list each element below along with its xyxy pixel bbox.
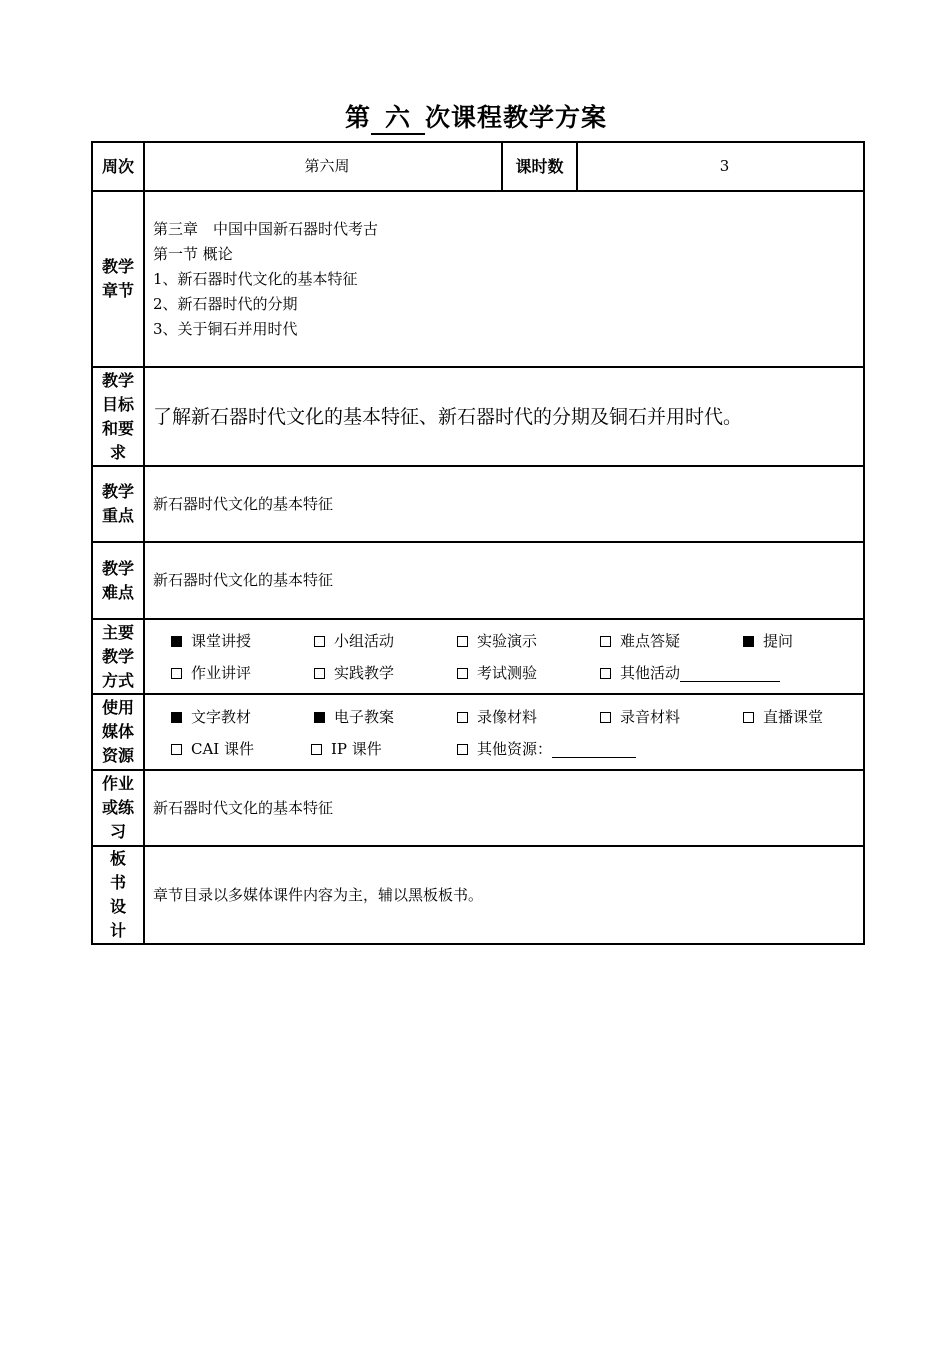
checkbox-icon[interactable] (457, 744, 468, 755)
media-option[interactable]: 电子教案 (314, 706, 457, 727)
method-option[interactable]: 小组活动 (314, 630, 457, 651)
checkbox-icon[interactable] (600, 668, 611, 679)
checkbox-icon[interactable] (743, 712, 754, 723)
method-option[interactable]: 考试测验 (457, 662, 600, 683)
label-goals: 教学 目标 和要 求 (92, 367, 144, 466)
row-goals (92, 367, 864, 466)
methods-options (144, 619, 864, 694)
method-option[interactable]: 难点答疑 (600, 630, 743, 651)
title-suffix: 次课程教学方案 (425, 103, 608, 132)
media-option[interactable]: 文字教材 (171, 706, 314, 727)
chapter-line: 2、新石器时代的分期 (153, 294, 298, 313)
media-options (144, 694, 864, 770)
checkbox-icon[interactable] (171, 668, 182, 679)
lesson-plan-table (91, 141, 865, 945)
method-option[interactable]: 其他活动 (600, 662, 780, 683)
label-week: 周次 (92, 142, 144, 191)
label-media: 使用 媒体 资源 (92, 694, 144, 770)
checkbox-checked-icon[interactable] (743, 636, 754, 647)
label-key-points: 教学 重点 (92, 466, 144, 542)
media-option[interactable]: IP 课件 (311, 738, 457, 759)
label-board-design: 板 书 设 计 (92, 846, 144, 944)
row-chapter (92, 191, 864, 367)
media-option[interactable]: 直播课堂 (743, 706, 823, 727)
row-media (92, 694, 864, 770)
method-option[interactable]: 实验演示 (457, 630, 600, 651)
method-option[interactable]: 课堂讲授 (171, 630, 314, 651)
row-homework (92, 770, 864, 846)
row-board-design (92, 846, 864, 944)
checkbox-icon[interactable] (311, 744, 322, 755)
other-resources-blank[interactable] (552, 741, 636, 758)
key-points-text: 新石器时代文化的基本特征 (144, 466, 864, 542)
title-prefix: 第 (344, 103, 371, 132)
media-option[interactable]: 录像材料 (457, 706, 600, 727)
media-option[interactable]: 其他资源： (457, 738, 636, 759)
row-methods (92, 619, 864, 694)
label-methods: 主要 教学 方式 (92, 619, 144, 694)
goals-text: 了解新石器时代文化的基本特征、新石器时代的分期及铜石并用时代。 (144, 367, 864, 466)
homework-text: 新石器时代文化的基本特征 (144, 770, 864, 846)
chapter-line: 第一节 概论 (153, 244, 233, 263)
chapter-line: 1、新石器时代文化的基本特征 (153, 269, 358, 288)
checkbox-icon[interactable] (314, 668, 325, 679)
checkbox-icon[interactable] (600, 636, 611, 647)
row-difficult-points (92, 542, 864, 619)
chapter-line: 3、关于铜石并用时代 (153, 319, 298, 338)
media-option[interactable]: 录音材料 (600, 706, 743, 727)
checkbox-icon[interactable] (457, 668, 468, 679)
week-value: 第六周 (144, 142, 502, 191)
checkbox-icon[interactable] (314, 636, 325, 647)
difficult-points-text: 新石器时代文化的基本特征 (144, 542, 864, 619)
label-hours: 课时数 (502, 142, 577, 191)
chapter-line: 第三章 中国中国新石器时代考古 (153, 219, 379, 238)
title-number: 六 (371, 103, 425, 135)
checkbox-icon[interactable] (457, 712, 468, 723)
checkbox-checked-icon[interactable] (171, 636, 182, 647)
checkbox-icon[interactable] (457, 636, 468, 647)
chapter-content (144, 191, 864, 367)
checkbox-icon[interactable] (171, 744, 182, 755)
checkbox-checked-icon[interactable] (314, 712, 325, 723)
page-title (0, 98, 952, 138)
label-chapter: 教学 章节 (92, 191, 144, 367)
hours-value: 3 (577, 142, 864, 191)
label-homework: 作业 或练 习 (92, 770, 144, 846)
row-week (92, 142, 864, 191)
method-option[interactable]: 实践教学 (314, 662, 457, 683)
row-key-points (92, 466, 864, 542)
method-option[interactable]: 作业讲评 (171, 662, 314, 683)
board-design-text: 章节目录以多媒体课件内容为主，辅以黑板板书。 (144, 846, 864, 944)
method-option[interactable]: 提问 (743, 630, 793, 651)
media-option[interactable]: CAI 课件 (171, 738, 311, 759)
checkbox-checked-icon[interactable] (171, 712, 182, 723)
checkbox-icon[interactable] (600, 712, 611, 723)
label-difficult-points: 教学 难点 (92, 542, 144, 619)
other-activity-blank[interactable] (680, 665, 780, 682)
